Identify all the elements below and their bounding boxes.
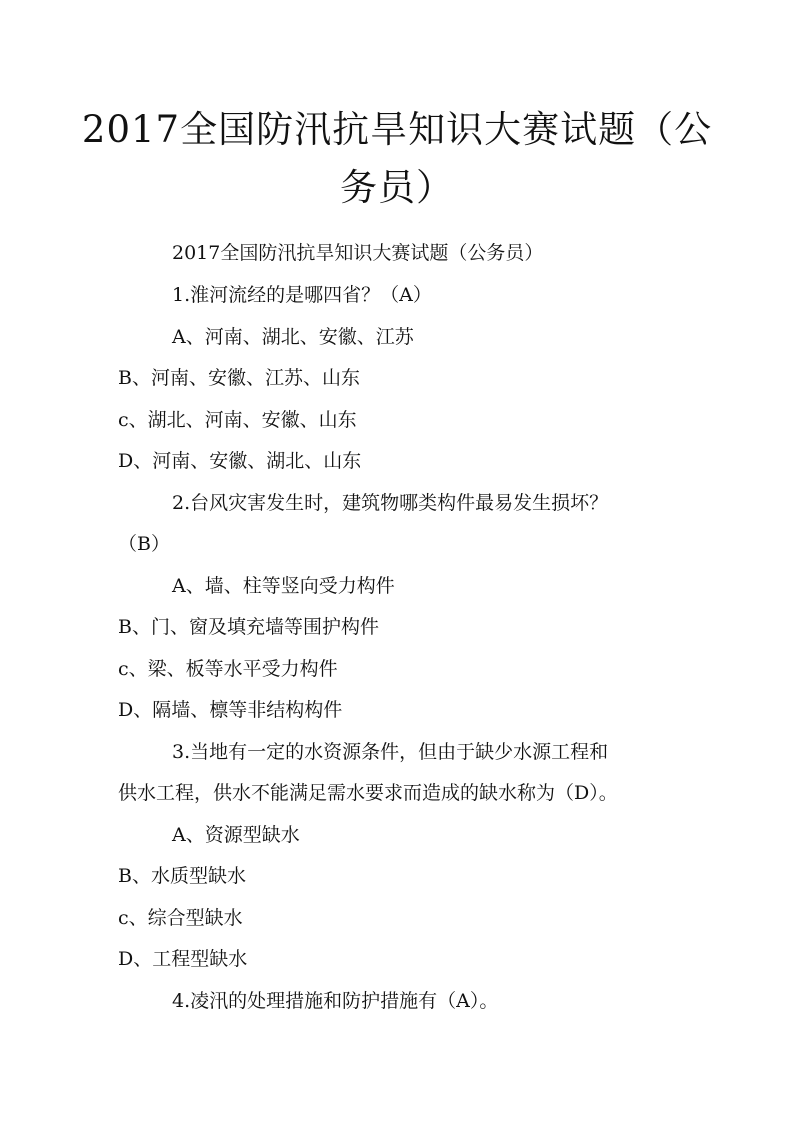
question-3-option-a: A、资源型缺水	[172, 824, 300, 846]
question-3-option-b: B、水质型缺水	[118, 865, 246, 887]
question-3: 3.当地有一定的水资源条件，但由于缺少水源工程和	[172, 741, 609, 763]
document-title-line-1: 2017全国防汛抗旱知识大赛试题（公	[81, 108, 713, 151]
document-subtitle: 2017全国防汛抗旱知识大赛试题（公务员）	[172, 242, 544, 264]
question-1-option-a: A、河南、湖北、安徽、江苏	[172, 326, 414, 348]
question-2-option-c: c、梁、板等水平受力构件	[118, 658, 338, 680]
question-4: 4.凌汛的处理措施和防护措施有（A）。	[172, 990, 499, 1012]
question-2-option-b: B、门、窗及填充墙等围护构件	[118, 616, 379, 638]
question-1-option-d: D、河南、安徽、湖北、山东	[118, 450, 362, 472]
question-3-option-d: D、工程型缺水	[118, 948, 248, 970]
question-1: 1.淮河流经的是哪四省？（A）	[172, 284, 432, 306]
question-3-continued: 供水工程，供水不能满足需水要求而造成的缺水称为（D）。	[118, 782, 618, 804]
document-title-line-2: 务员）	[340, 166, 454, 209]
question-1-option-c: c、湖北、河南、安徽、山东	[118, 409, 357, 431]
question-3-option-c: c、综合型缺水	[118, 907, 243, 929]
question-2-option-a: A、墙、柱等竖向受力构件	[172, 575, 395, 597]
question-1-option-b: B、河南、安徽、江苏、山东	[118, 367, 360, 389]
question-2-option-d: D、隔墙、檩等非结构构件	[118, 699, 343, 721]
question-2: 2.台风灾害发生时，建筑物哪类构件最易发生损坏？	[172, 492, 609, 514]
question-2-answer: （B）	[118, 533, 170, 555]
